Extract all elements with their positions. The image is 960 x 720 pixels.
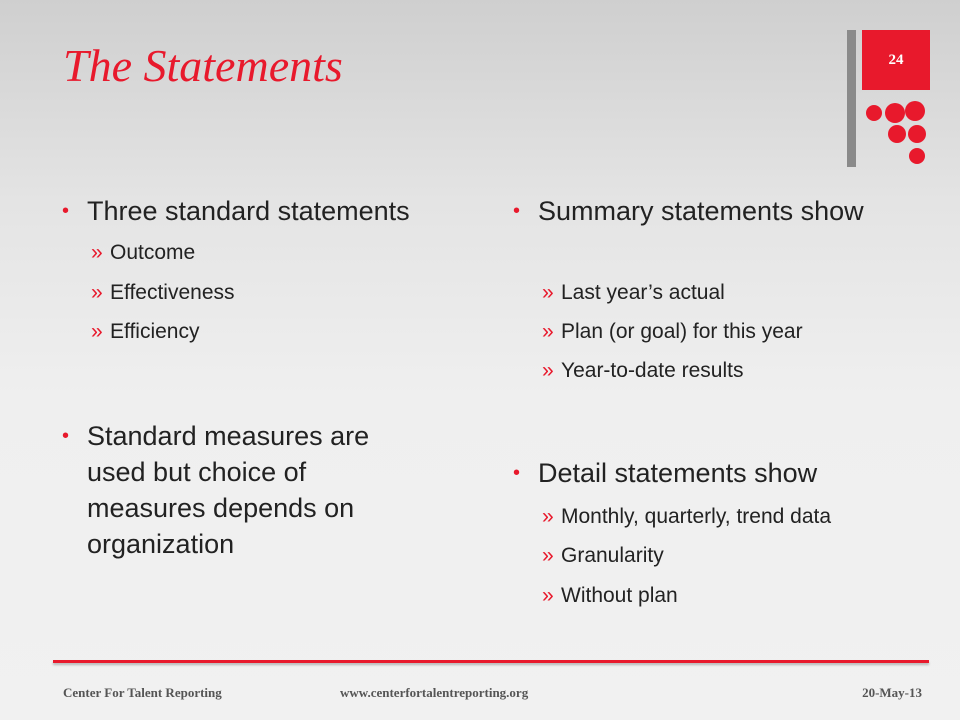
sub-text: Outcome: [110, 241, 196, 264]
bullet-text: Standard measures are used but choice of measures depends on organization: [87, 421, 370, 559]
sub-item-effectiveness: [91, 280, 235, 306]
sub-marker: »: [542, 281, 554, 304]
sub-item-plan: [542, 319, 803, 345]
sub-item-outcome: [91, 240, 195, 266]
bullet-summary-statements: [513, 193, 873, 229]
bullet-marker: •: [62, 200, 70, 222]
sub-text: Monthly, quarterly, trend data: [561, 505, 832, 528]
footer-date: 20-May-13: [862, 685, 922, 700]
bullet-three-standard-statements: [62, 193, 410, 229]
sub-item-granularity: [542, 543, 664, 569]
sub-text: Without plan: [561, 584, 678, 607]
bullet-standard-measures: [62, 418, 432, 562]
bullet-marker: •: [513, 200, 521, 222]
sub-marker: »: [542, 505, 554, 528]
slide-title: The Statements: [63, 40, 343, 91]
sub-item-monthly-quarterly: [542, 504, 831, 530]
sub-marker: »: [542, 320, 554, 343]
sub-item-efficiency: [91, 319, 200, 345]
bullet-text: Summary statements show: [538, 196, 864, 226]
sub-text: Effectiveness: [110, 281, 235, 304]
sub-text: Granularity: [561, 544, 664, 567]
sub-marker: »: [542, 359, 554, 382]
sub-item-year-to-date: [542, 358, 744, 384]
sub-marker: »: [91, 281, 103, 304]
sub-item-last-year-actual: [542, 280, 725, 306]
sub-text: Plan (or goal) for this year: [561, 320, 803, 343]
footer-divider: [53, 660, 929, 663]
sub-marker: »: [542, 584, 554, 607]
sub-item-without-plan: [542, 583, 678, 609]
sub-text: Year-to-date results: [561, 359, 744, 382]
slide-number: 24: [862, 30, 930, 90]
footer-organization: Center For Talent Reporting: [63, 685, 222, 700]
bullet-text: Detail statements show: [538, 458, 818, 488]
sub-marker: »: [91, 241, 103, 264]
bullet-marker: •: [513, 462, 521, 484]
bullet-detail-statements: [513, 455, 817, 491]
sub-text: Efficiency: [110, 320, 200, 343]
decorative-dots: [860, 96, 930, 166]
accent-bar: [847, 30, 856, 167]
sub-marker: »: [542, 544, 554, 567]
sub-marker: »: [91, 320, 103, 343]
bullet-marker: •: [62, 425, 70, 447]
sub-text: Last year’s actual: [561, 281, 725, 304]
footer-website: www.centerfortalentreporting.org: [340, 685, 529, 700]
bullet-text: Three standard statements: [87, 196, 410, 226]
